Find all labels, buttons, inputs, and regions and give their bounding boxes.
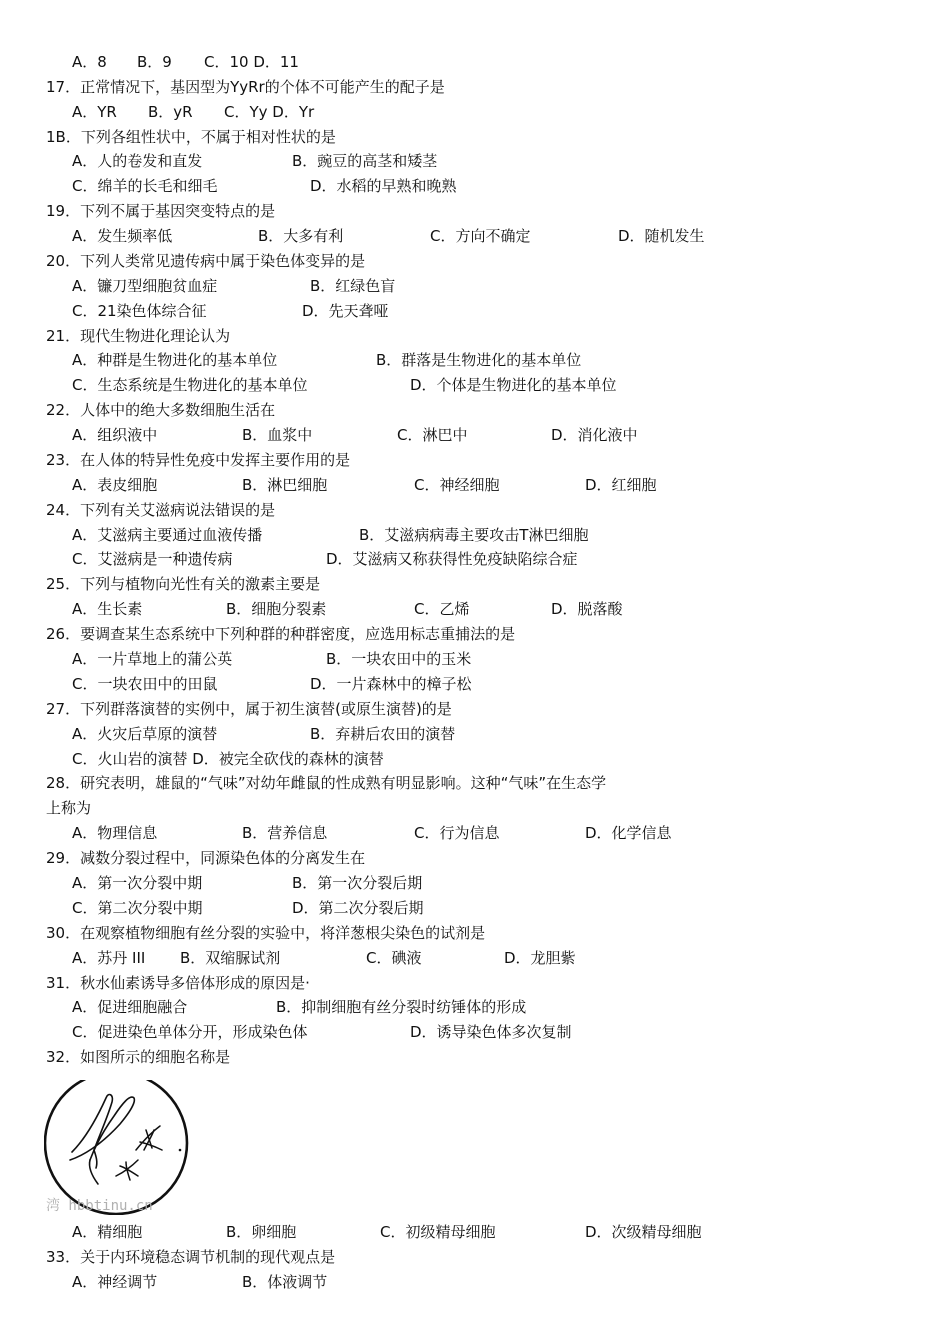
question-text: 25．下列与植物向光性有关的激素主要是	[46, 575, 321, 593]
answer-option: D．一片森林中的樟子松	[310, 675, 472, 693]
answer-option: A．发生频率低	[72, 227, 173, 245]
answer-option: A．YR	[72, 103, 117, 121]
chromosome-small-upper	[136, 1126, 162, 1150]
answer-option: D．诱导染色体多次复制	[410, 1023, 572, 1041]
answer-option: B．豌豆的高茎和矮茎	[292, 152, 438, 170]
answer-option: A．促进细胞融合	[72, 998, 188, 1016]
question-text: 31．秋水仙素诱导多倍体形成的原因是·	[46, 974, 310, 992]
question-text: 29．减数分裂过程中，同源染色体的分离发生在	[46, 849, 366, 867]
answer-option: D．随机发生	[618, 227, 705, 245]
answer-option: B．红绿色盲	[310, 277, 396, 295]
answer-option: C．生态系统是生物进化的基本单位	[72, 376, 308, 394]
answer-option: C．神经细胞	[414, 476, 500, 494]
question-text: 26．要调查某生态系统中下列种群的种群密度，应选用标志重捕法的是	[46, 625, 516, 643]
answer-option: D．消化液中	[551, 426, 638, 444]
answer-option: A．精细胞	[72, 1223, 143, 1241]
cell-diagram	[44, 1080, 194, 1215]
answer-option: C．淋巴中	[397, 426, 468, 444]
answer-option: D．第二次分裂后期	[292, 899, 424, 917]
answer-option: A．第一次分裂中期	[72, 874, 203, 892]
watermark: 湾 hbbtinu.cn	[46, 1198, 153, 1214]
question-text: 22．人体中的绝大多数细胞生活在	[46, 401, 276, 419]
question-text: 19．下列不属于基因突变特点的是	[46, 202, 276, 220]
answer-option: C．绵羊的长毛和细毛	[72, 177, 218, 195]
answer-option: C．乙烯	[414, 600, 470, 618]
dot	[179, 1149, 182, 1152]
answer-option: B．大多有利	[258, 227, 344, 245]
answer-option: B．弃耕后农田的演替	[310, 725, 456, 743]
answer-option: A．物理信息	[72, 824, 158, 842]
answer-option: C．促进染色单体分开，形成染色体	[72, 1023, 308, 1041]
question-text: 21．现代生物进化理论认为	[46, 327, 231, 345]
answer-option: B．艾滋病病毒主要攻击T淋巴细胞	[359, 526, 589, 544]
question-text: 17．正常情况下，基因型为YyRr的个体不可能产生的配子是	[46, 78, 445, 96]
answer-option: A．一片草地上的蒲公英	[72, 650, 233, 668]
answer-option: A．种群是生物进化的基本单位	[72, 351, 278, 369]
question-text: 1B．下列各组性状中，不属于相对性状的是	[46, 128, 336, 146]
answer-option: C．第二次分裂中期	[72, 899, 203, 917]
answer-option: C．10 D．11	[204, 53, 299, 71]
answer-option: C．Yy D．Yr	[224, 103, 315, 121]
chromosome-small-lower	[116, 1160, 138, 1180]
question-text: 23．在人体的特异性免疫中发挥主要作用的是	[46, 451, 351, 469]
answer-option: A．表皮细胞	[72, 476, 158, 494]
answer-option: B．细胞分裂素	[226, 600, 327, 618]
answer-option: A．镰刀型细胞贫血症	[72, 277, 218, 295]
answer-option: C．方向不确定	[430, 227, 531, 245]
answer-option: D．个体是生物进化的基本单位	[410, 376, 617, 394]
answer-option: D．水稻的早熟和晚熟	[310, 177, 457, 195]
question-text: 33．关于内环境稳态调节机制的现代观点是	[46, 1248, 336, 1266]
question-text: 20．下列人类常见遗传病中属于染色体变异的是	[46, 252, 366, 270]
question-text: 上称为	[46, 799, 92, 817]
answer-option: D．龙胆紫	[504, 949, 576, 967]
answer-option: B．双缩脲试剂	[180, 949, 281, 967]
answer-option: A．艾滋病主要通过血液传播	[72, 526, 263, 544]
answer-option: D．先天聋哑	[302, 302, 389, 320]
answer-option: B．第一次分裂后期	[292, 874, 423, 892]
answer-option: A．人的卷发和直发	[72, 152, 203, 170]
answer-option: B．9	[137, 53, 172, 71]
answer-option: D．次级精母细胞	[585, 1223, 702, 1241]
answer-option: C．21染色体综合征	[72, 302, 207, 320]
answer-option: B．淋巴细胞	[242, 476, 328, 494]
answer-option: D．红细胞	[585, 476, 657, 494]
answer-option: A．神经调节	[72, 1273, 158, 1291]
answer-option: C．行为信息	[414, 824, 500, 842]
answer-option: B．抑制细胞有丝分裂时纺锤体的形成	[276, 998, 527, 1016]
answer-option: B．群落是生物进化的基本单位	[376, 351, 582, 369]
question-text: 27．下列群落演替的实例中，属于初生演替(或原生演替)的是	[46, 700, 452, 718]
answer-option: A．火灾后草原的演替	[72, 725, 218, 743]
answer-option: B．卵细胞	[226, 1223, 297, 1241]
answer-option: B．体液调节	[242, 1273, 328, 1291]
answer-option: C．艾滋病是一种遗传病	[72, 550, 233, 568]
question-text: 30．在观察植物细胞有丝分裂的实验中，将洋葱根尖染色的试剂是	[46, 924, 486, 942]
answer-option: B．营养信息	[242, 824, 328, 842]
question-text: 28．研究表明，雄鼠的“气味”对幼年雌鼠的性成熟有明显影响。这种“气味”在生态学	[46, 774, 607, 792]
answer-option: A．8	[72, 53, 107, 71]
question-text: 32．如图所示的细胞名称是	[46, 1048, 231, 1066]
cell-membrane	[45, 1080, 187, 1214]
answer-option: C．火山岩的演替 D．被完全砍伐的森林的演替	[72, 750, 384, 768]
answer-option: C．一块农田中的田鼠	[72, 675, 218, 693]
answer-option: C．初级精母细胞	[380, 1223, 496, 1241]
question-text: 24．下列有关艾滋病说法错误的是	[46, 501, 276, 519]
answer-option: B．血浆中	[242, 426, 313, 444]
answer-option: B．yR	[148, 103, 193, 121]
answer-option: D．艾滋病又称获得性免疫缺陷综合症	[326, 550, 578, 568]
answer-option: C．碘液	[366, 949, 422, 967]
answer-option: A．苏丹 III	[72, 949, 146, 967]
answer-option: B．一块农田中的玉米	[326, 650, 472, 668]
answer-option: A．组织液中	[72, 426, 158, 444]
answer-option: D．脱落酸	[551, 600, 623, 618]
answer-option: D．化学信息	[585, 824, 672, 842]
answer-option: A．生长素	[72, 600, 143, 618]
